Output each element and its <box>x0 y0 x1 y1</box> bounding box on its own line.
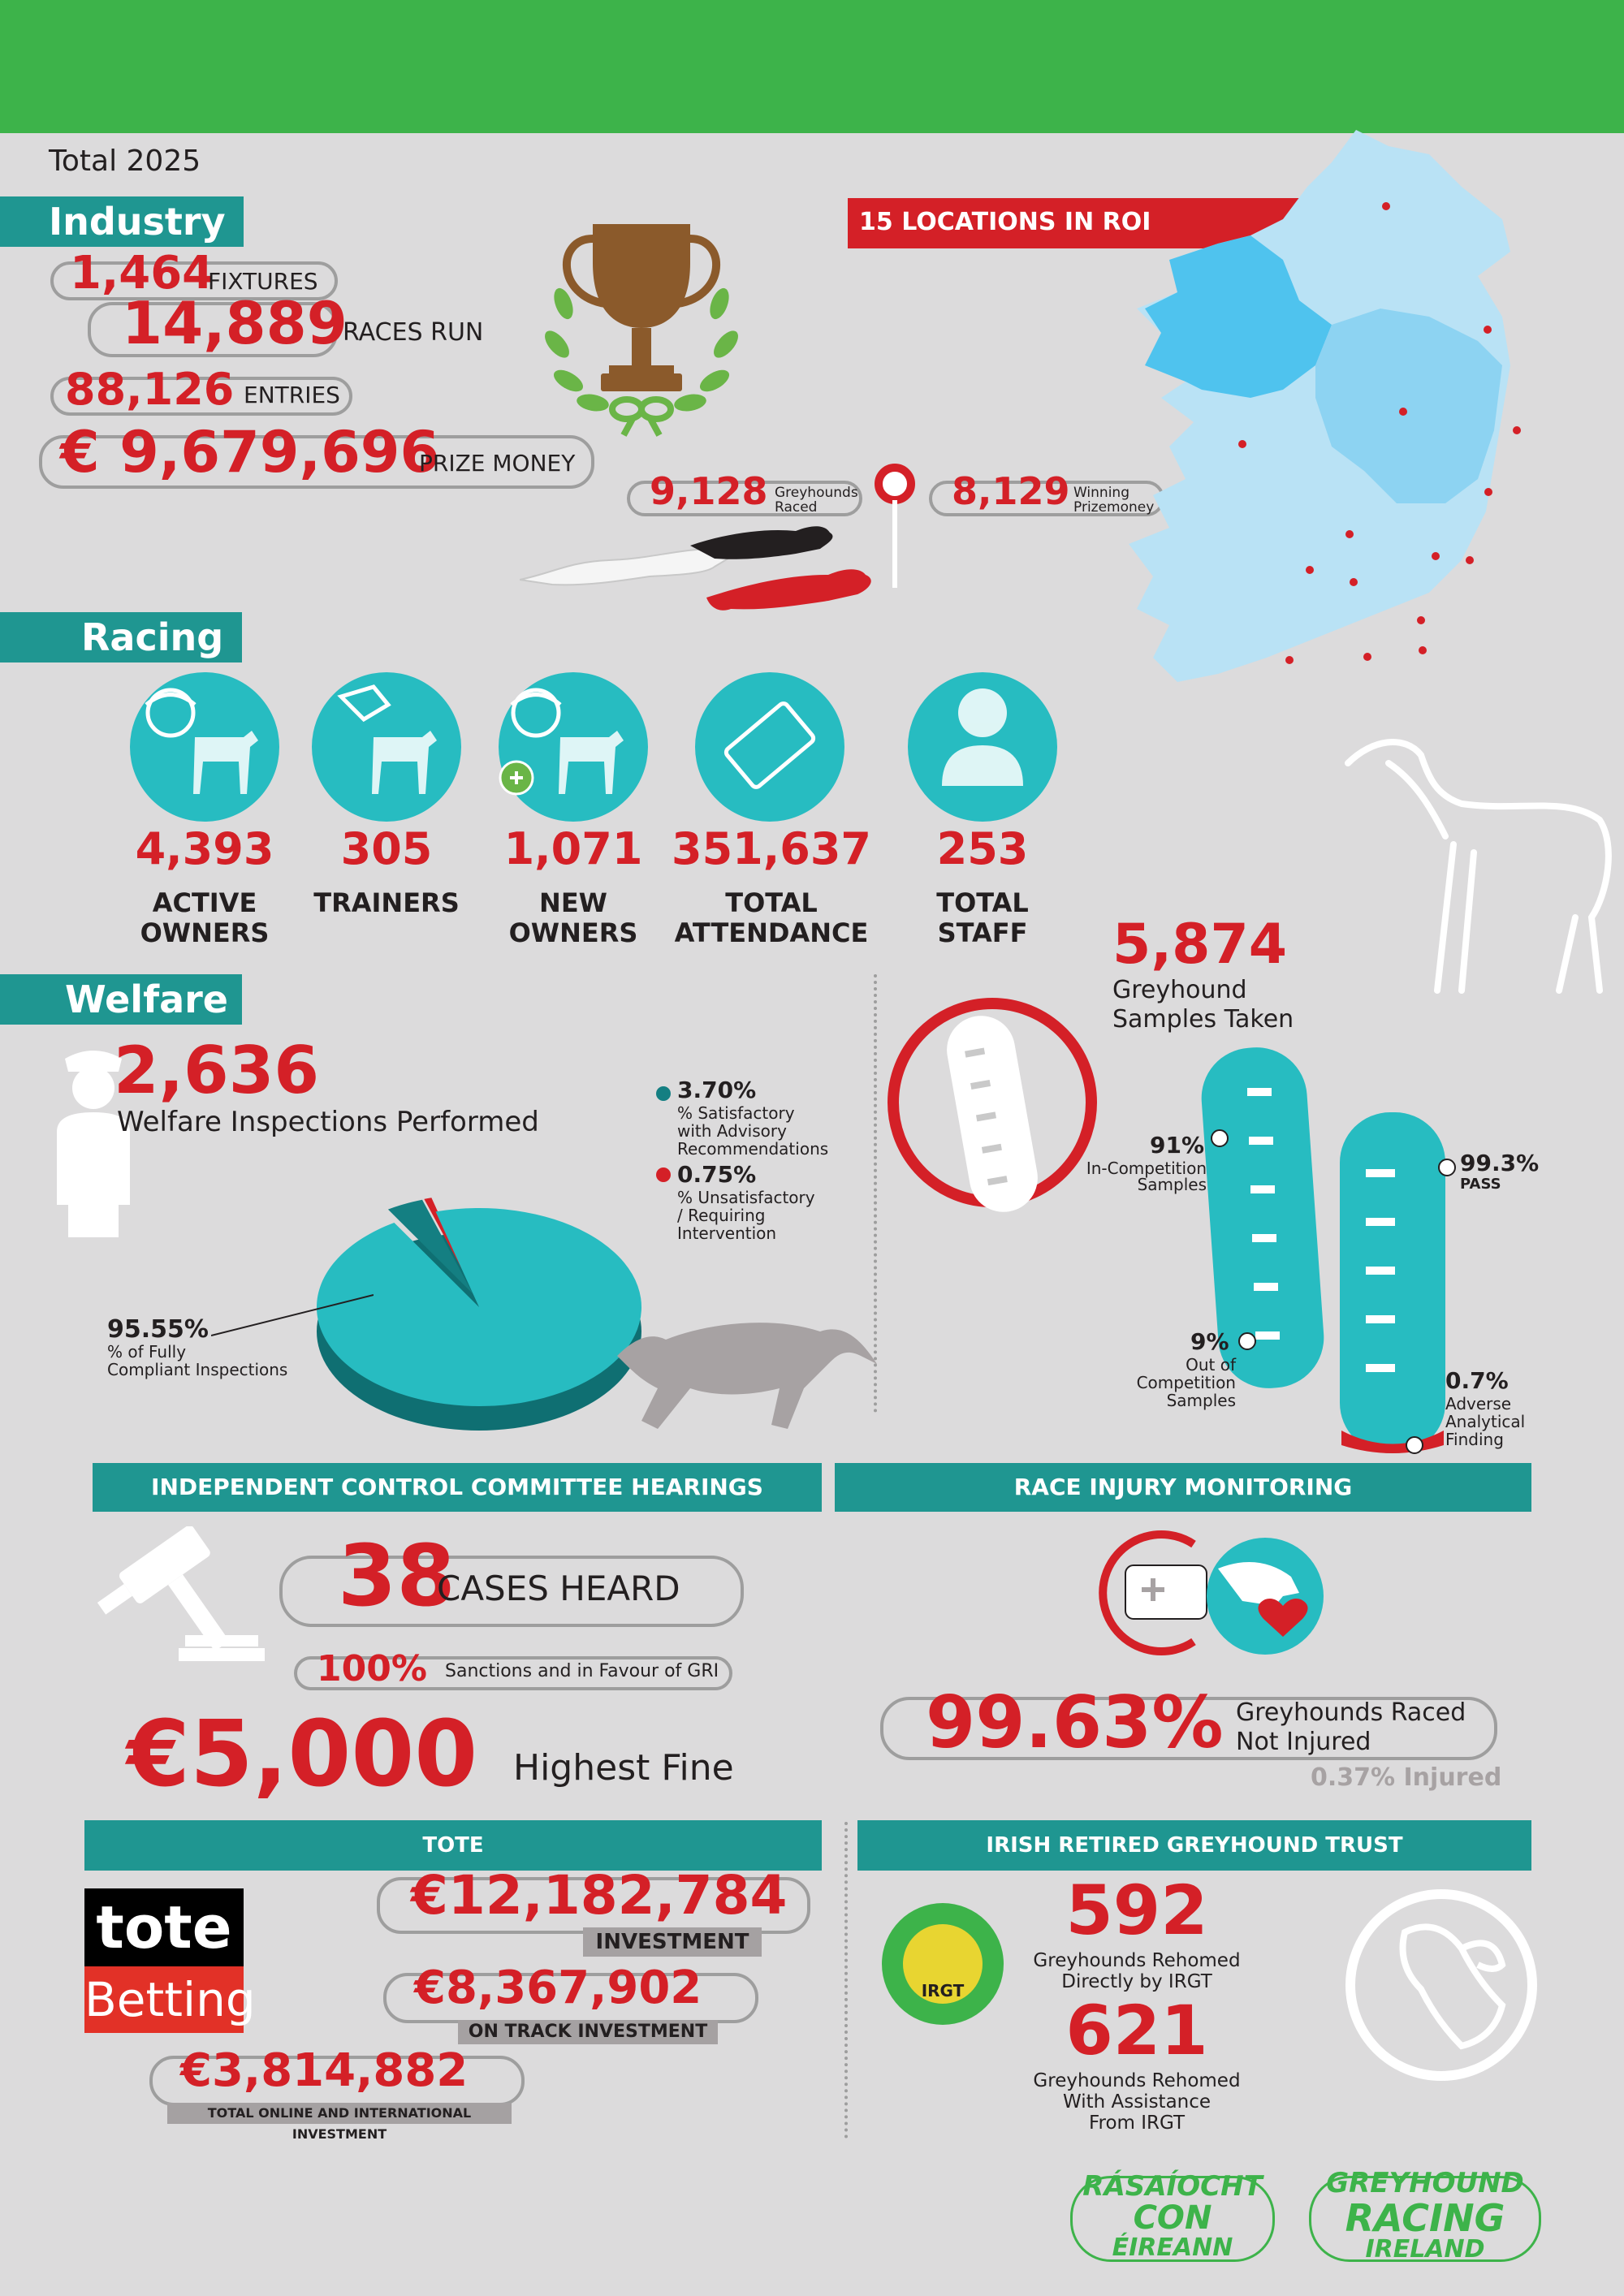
irgt-assist-label-3: From IRGT <box>1088 2113 1186 2134</box>
on-track-label: ON TRACK INVESTMENT <box>458 2020 718 2044</box>
winning-label-2: Prizemoney <box>1073 499 1155 516</box>
rasaiocht-logo-2: CON <box>1133 2199 1212 2237</box>
in-comp-label-2: Samples <box>1137 1175 1207 1194</box>
entries-label: ENTRIES <box>244 382 340 408</box>
irgt-direct-label-1: Greyhounds Rehomed <box>1033 1950 1241 1971</box>
entries-value: 88,126 <box>65 364 235 415</box>
tote-logo-top: tote <box>84 1888 244 1966</box>
in-comp-label-1: In-Competition <box>1086 1159 1207 1178</box>
sanctions-label: Sanctions and in Favour of GRI <box>445 1661 719 1681</box>
standing-greyhound-icon <box>1340 731 1616 999</box>
investment-value: €12,182,784 <box>411 1864 788 1927</box>
welfare-divider <box>874 974 877 1413</box>
unsatisfactory-label-2: / Requiring <box>677 1206 766 1225</box>
tote-logo <box>84 1888 256 2035</box>
trainers-label-1: TRAINERS <box>313 887 460 918</box>
new-owners-label-1: NEW <box>539 887 607 918</box>
attendance-label-2: ATTENDANCE <box>674 917 869 948</box>
trainers-value: 305 <box>340 823 433 874</box>
not-injured-label-1: Greyhounds Raced <box>1236 1698 1466 1727</box>
out-comp-value: 9% <box>1190 1328 1229 1355</box>
section-industry: Industry <box>0 196 244 247</box>
active-owners-label-2: OWNERS <box>140 917 270 948</box>
races-label: RACES RUN <box>343 318 484 347</box>
advisory-value: 3.70% <box>677 1077 757 1103</box>
out-comp-label-2: Competition <box>1136 1373 1236 1392</box>
top-banner <box>0 0 1624 133</box>
pass-value: 99.3% <box>1460 1150 1540 1176</box>
sanctions-value: 100% <box>317 1648 427 1690</box>
races-value: 14,889 <box>122 289 348 357</box>
online-label: TOTAL ONLINE AND INTERNATIONAL INVESTMENT <box>167 2103 512 2124</box>
compliant-label-2: Compliant Inspections <box>107 1360 288 1379</box>
not-injured-value: 99.63% <box>926 1681 1224 1764</box>
investment-label: INVESTMENT <box>583 1927 762 1957</box>
advisory-dot <box>656 1086 671 1101</box>
unsatisfactory-label-3: Intervention <box>677 1224 777 1243</box>
cases-label: CASES HEARD <box>437 1569 680 1608</box>
advisory-label-1: % Satisfactory <box>677 1103 795 1123</box>
gri-logo-3: IRELAND <box>1365 2235 1485 2264</box>
tote-logo-bottom: Betting <box>84 1966 244 2033</box>
in-comp-value: 91% <box>1150 1132 1205 1159</box>
icc-header: INDEPENDENT CONTROL COMMITTEE HEARINGS <box>93 1463 822 1512</box>
adverse-value: 0.7% <box>1445 1367 1509 1394</box>
running-greyhound-icon <box>609 1299 885 1437</box>
out-comp-label-1: Out of <box>1186 1355 1236 1375</box>
irgt-header: IRISH RETIRED GREYHOUND TRUST <box>857 1820 1531 1871</box>
prize-value: € 9,679,696 <box>60 419 440 486</box>
owner-icons-overlay <box>0 672 1137 826</box>
gri-logo-1: GREYHOUND <box>1326 2167 1524 2199</box>
not-injured-label-2: Not Injured <box>1236 1728 1371 1756</box>
winning-label-1: Winning <box>1073 485 1129 501</box>
pass-label: PASS <box>1460 1176 1501 1193</box>
period-title: Total 2025 <box>49 145 201 178</box>
irgt-logo <box>882 1903 1004 2025</box>
attendance-value: 351,637 <box>672 823 871 874</box>
adverse-label-3: Finding <box>1445 1430 1504 1449</box>
ireland-map <box>1121 122 1575 690</box>
advisory-label-2: with Advisory <box>677 1121 787 1141</box>
injured-label: 0.37% Injured <box>1311 1763 1502 1792</box>
irgt-assist-label-2: With Assistance <box>1062 2091 1212 2113</box>
trophy-icon <box>536 214 747 442</box>
greyhound-head-icon <box>1340 1884 1543 2087</box>
sample-tube-icon <box>885 982 1112 1234</box>
cases-value: 38 <box>338 1526 456 1625</box>
unsatisfactory-label-1: % Unsatisfactory <box>677 1188 815 1207</box>
rasaiocht-logo-1: RÁSAÍOCHT <box>1082 2170 1263 2203</box>
injury-header: RACE INJURY MONITORING <box>835 1463 1531 1512</box>
section-racing: Racing <box>0 612 242 662</box>
online-value: €3,814,882 <box>180 2044 469 2097</box>
advisory-label-3: Recommendations <box>677 1139 829 1159</box>
gri-logo <box>1309 2167 1541 2264</box>
out-comp-label-3: Samples <box>1166 1391 1236 1410</box>
attendance-label-1: TOTAL <box>725 887 818 918</box>
on-track-value: €8,367,902 <box>414 1962 702 2014</box>
adverse-label-2: Analytical <box>1445 1412 1526 1431</box>
staff-label-2: STAFF <box>937 917 1028 948</box>
gavel-icon <box>89 1526 268 1664</box>
irgt-logo-text: IRGT <box>921 1981 965 2000</box>
greyhounds-raced-label-2: Raced <box>775 499 818 516</box>
inspections-value: 2,636 <box>114 1033 320 1108</box>
fixtures-value: 1,464 <box>70 247 214 300</box>
fixtures-label: FIXTURES <box>208 268 318 295</box>
racing-greyhounds-icon <box>520 516 926 630</box>
irgt-assist-label-1: Greyhounds Rehomed <box>1033 2070 1241 2091</box>
ambulance-greyhound-icon <box>1080 1528 1332 1658</box>
irgt-direct-label-2: Directly by IRGT <box>1061 1971 1212 1992</box>
samples-value: 5,874 <box>1112 913 1288 977</box>
section-welfare: Welfare <box>0 974 242 1025</box>
locations-text: 15 LOCATIONS IN ROI <box>859 208 1151 236</box>
gri-logo-2: RACING <box>1345 2196 1505 2240</box>
inspections-label: Welfare Inspections Performed <box>117 1106 539 1138</box>
compliant-leader-line <box>211 1291 374 1340</box>
winning-value: 8,129 <box>952 469 1070 513</box>
prize-label: PRIZE MONEY <box>419 450 576 477</box>
compliant-label-1: % of Fully <box>107 1342 187 1362</box>
unsatisfactory-dot <box>656 1167 671 1182</box>
active-owners-label-1: ACTIVE <box>152 887 257 918</box>
new-owners-value: 1,071 <box>503 823 643 874</box>
active-owners-value: 4,393 <box>135 823 274 874</box>
fine-value: €5,000 <box>127 1702 478 1807</box>
rasaiocht-logo <box>1070 2170 1275 2262</box>
irgt-assist-value: 621 <box>1065 1991 1208 2070</box>
irgt-direct-value: 592 <box>1065 1871 1208 1950</box>
adverse-label-1: Adverse <box>1445 1394 1512 1413</box>
rasaiocht-logo-3: ÉIREANN <box>1112 2233 1233 2262</box>
fine-label: Highest Fine <box>513 1747 734 1789</box>
unsatisfactory-value: 0.75% <box>677 1161 757 1188</box>
samples-label-1: Greyhound <box>1112 976 1247 1004</box>
tote-divider <box>844 1822 848 2138</box>
greyhounds-raced-label-1: Greyhounds <box>775 485 858 501</box>
new-owners-label-2: OWNERS <box>508 917 638 948</box>
staff-value: 253 <box>936 823 1029 874</box>
samples-label-2: Samples Taken <box>1112 1005 1294 1034</box>
tote-header: TOTE <box>84 1820 822 1871</box>
staff-label-1: TOTAL <box>936 887 1029 918</box>
compliant-value: 95.55% <box>107 1315 209 1344</box>
greyhounds-raced-value: 9,128 <box>650 469 768 513</box>
